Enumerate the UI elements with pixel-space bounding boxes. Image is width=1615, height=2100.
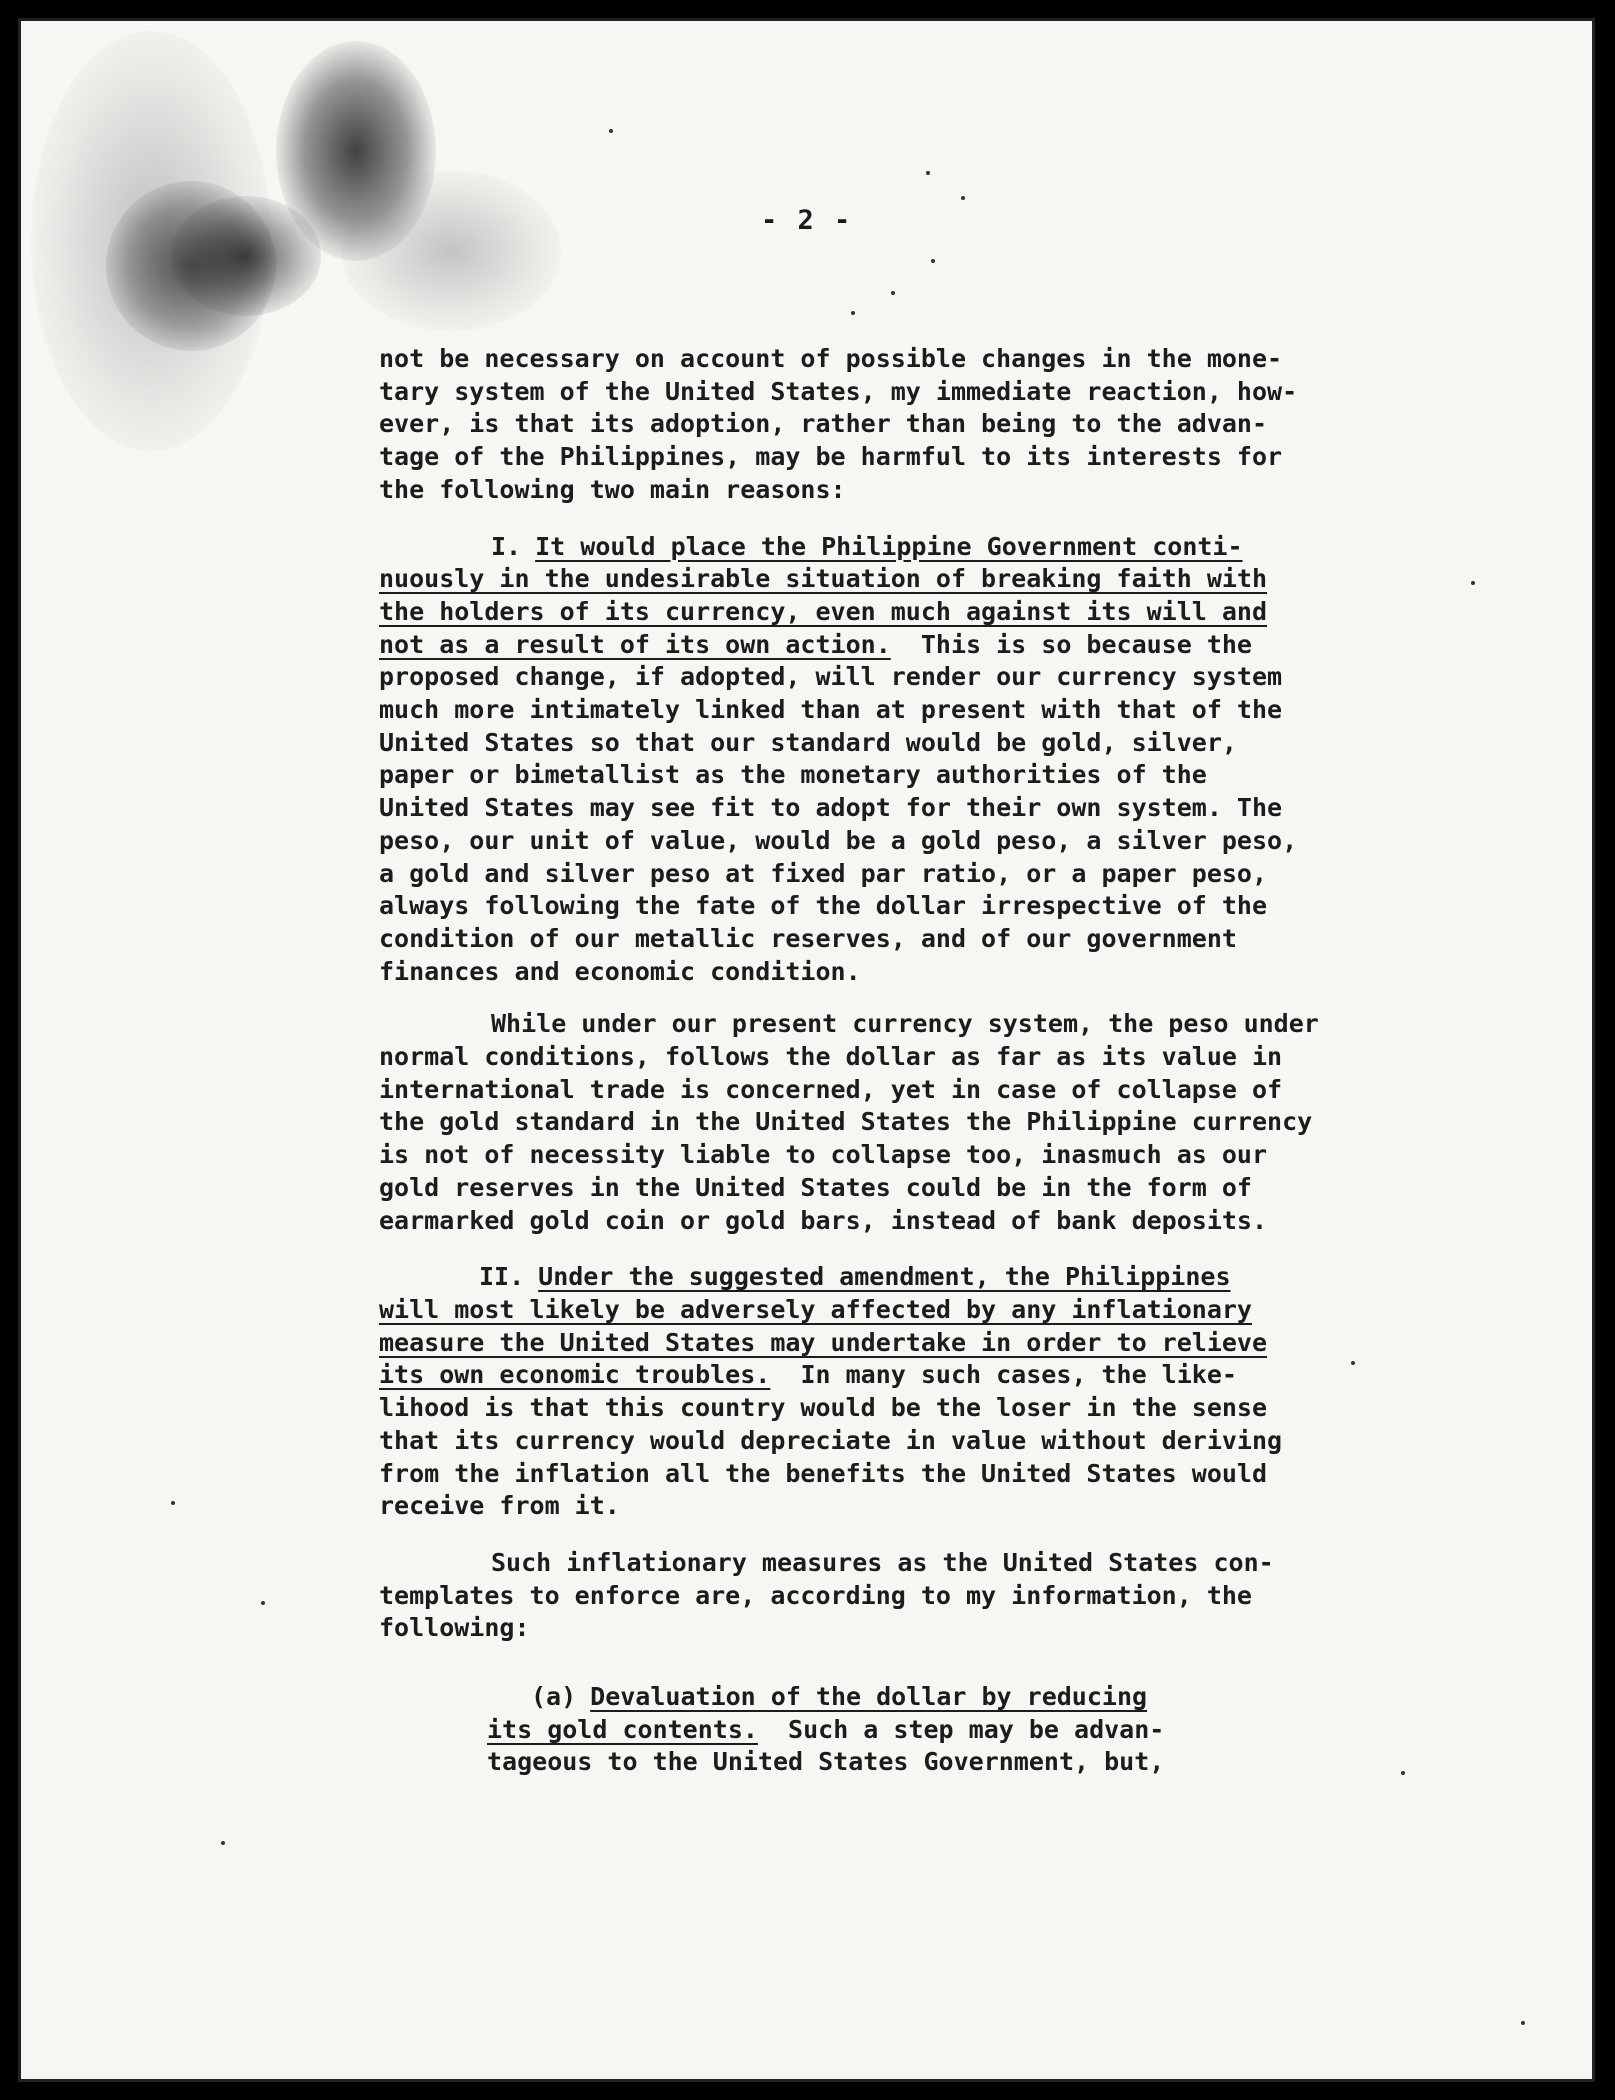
- text-line: United States may see fit to adopt for their own system. The: [379, 793, 1283, 823]
- text-line: the following two main reasons:: [379, 474, 846, 504]
- text-line: ever, is that its adoption, rather than being to the advan-: [379, 409, 1268, 439]
- text-line: tary system of the United States, my immediate reaction, how-: [379, 376, 1298, 406]
- page-number: - 2 -: [761, 205, 853, 236]
- reason-number: I.: [491, 531, 522, 561]
- text-line: Such inflationary measures as the United States con-: [491, 1547, 1274, 1577]
- text-line: [379, 1714, 1379, 1747]
- text-fragment: Such a step may be advan-: [788, 1714, 1165, 1744]
- document-page: [18, 18, 1595, 2082]
- text-line: United States so that our standard would be gold, silver,: [379, 727, 1237, 757]
- speck: [221, 1841, 225, 1845]
- text-line: a gold and silver peso at fixed par ratio, or a paper peso,: [379, 858, 1268, 888]
- speck: [851, 311, 855, 315]
- underlined-text: its own economic troubles.: [379, 1360, 771, 1390]
- text-line: gold reserves in the United States could be in the form of: [379, 1172, 1252, 1202]
- item-a-paragraph: [379, 1681, 1379, 1779]
- speck: [1471, 581, 1475, 585]
- ink-smudge: [341, 171, 561, 331]
- text-line: tageous to the United States Government, but,: [487, 1747, 1165, 1777]
- ink-smudge: [276, 41, 436, 261]
- text-line: receive from it.: [379, 1491, 620, 1521]
- ink-smudge: [106, 181, 276, 351]
- while-paragraph: [379, 1008, 1379, 1237]
- intro-paragraph: [379, 343, 1379, 507]
- reason-one-paragraph: [379, 531, 1379, 989]
- text-line: the gold standard in the United States the Philippine currency: [379, 1107, 1313, 1137]
- speck: [931, 259, 935, 263]
- text-line: is not of necessity liable to collapse too, inasmuch as our: [379, 1140, 1268, 1170]
- text-fragment: In many such cases, the like-: [800, 1360, 1237, 1390]
- text-line: templates to enforce are, according to my information, the: [379, 1580, 1252, 1610]
- text-line: much more intimately linked than at present with that of the: [379, 695, 1283, 725]
- underlined-text: nuously in the undesirable situation of breaking faith with: [379, 564, 1268, 594]
- underlined-text: Under the suggested amendment, the Philippines: [538, 1262, 1231, 1292]
- text-line: proposed change, if adopted, will render our currency system: [379, 662, 1283, 692]
- text-line: lihood is that this country would be the loser in the sense: [379, 1393, 1268, 1423]
- speck: [609, 129, 613, 133]
- text-line: always following the fate of the dollar irrespective of the: [379, 891, 1268, 921]
- text-line: [379, 1261, 1379, 1294]
- speck: [171, 1501, 175, 1505]
- item-label: (a): [531, 1682, 577, 1712]
- text-line: not be necessary on account of possible changes in the mone-: [379, 344, 1283, 373]
- speck: [961, 196, 965, 200]
- ink-smudge: [171, 196, 321, 316]
- text-line: [379, 531, 1379, 564]
- text-line: normal conditions, follows the dollar as far as its value in: [379, 1042, 1283, 1072]
- text-line: peso, our unit of value, would be a gold peso, a silver peso,: [379, 825, 1298, 855]
- speck: [1401, 1771, 1405, 1775]
- such-paragraph: [379, 1547, 1379, 1645]
- text-line: paper or bimetallist as the monetary authorities of the: [379, 760, 1207, 790]
- underlined-text: the holders of its currency, even much against its will and: [379, 596, 1268, 626]
- text-line: from the inflation all the benefits the United States would: [379, 1458, 1268, 1488]
- text-line: [379, 629, 1379, 662]
- text-line: [379, 1681, 1379, 1714]
- text-line: that its currency would depreciate in value without deriving: [379, 1425, 1283, 1455]
- underlined-text: Devaluation of the dollar by reducing: [590, 1682, 1148, 1712]
- text-line: condition of our metallic reserves, and of our government: [379, 923, 1237, 953]
- underlined-text: measure the United States may undertake in order to relieve: [379, 1327, 1268, 1357]
- speck: [926, 171, 930, 175]
- speck: [1521, 2021, 1525, 2025]
- underlined-text: It would place the Philippine Government conti-: [535, 531, 1243, 561]
- underlined-text: its gold contents.: [487, 1714, 758, 1744]
- text-line: finances and economic condition.: [379, 956, 861, 986]
- text-line: earmarked gold coin or gold bars, instead of bank deposits.: [379, 1205, 1268, 1235]
- text-line: While under our present currency system, the peso under: [491, 1009, 1319, 1039]
- text-line: international trade is concerned, yet in case of collapse of: [379, 1074, 1283, 1104]
- text-line: [379, 1359, 1379, 1392]
- text-line: tage of the Philippines, may be harmful to its interests for: [379, 442, 1283, 472]
- underlined-text: will most likely be adversely affected by any inflationary: [379, 1294, 1252, 1324]
- reason-number: II.: [479, 1262, 525, 1292]
- ink-smudge: [31, 31, 271, 451]
- reason-two-paragraph: [379, 1261, 1379, 1523]
- speck: [891, 291, 895, 295]
- text-fragment: This is so because the: [920, 629, 1252, 659]
- text-line: following:: [379, 1613, 530, 1643]
- speck: [261, 1601, 265, 1605]
- letter-body: [379, 343, 1379, 1779]
- underlined-text: not as a result of its own action.: [379, 629, 891, 659]
